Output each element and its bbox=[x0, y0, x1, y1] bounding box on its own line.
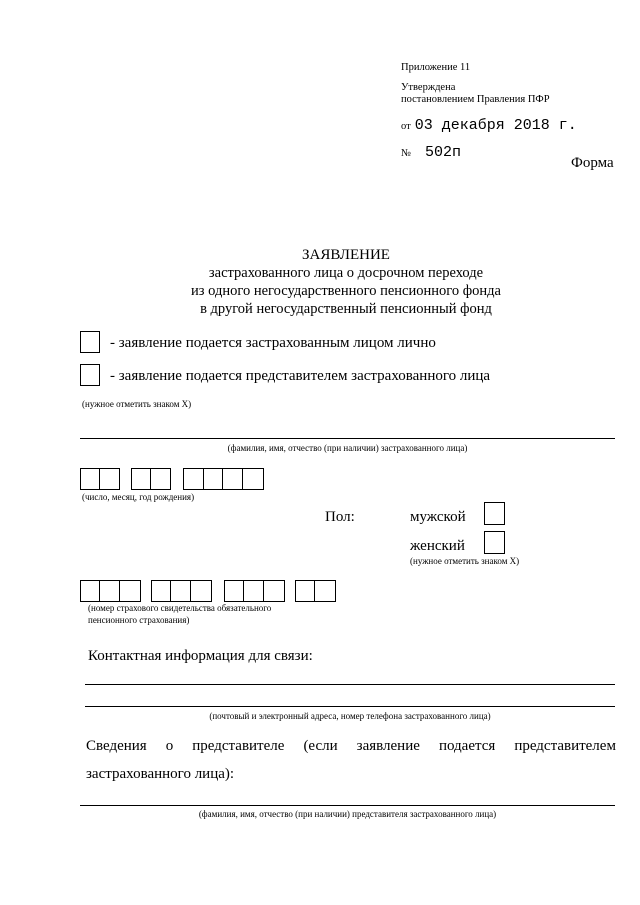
snils-group-4[interactable] bbox=[295, 580, 336, 602]
rep-word: заявление bbox=[356, 738, 420, 754]
fio-input-line[interactable] bbox=[80, 438, 615, 439]
representative-input-line[interactable] bbox=[80, 805, 615, 806]
representative-caption: (фамилия, имя, отчество (при наличии) представителя застрахованного лица) bbox=[198, 809, 497, 819]
title-line-1: застрахованного лица о досрочном переходе bbox=[208, 265, 484, 281]
contact-input-line-2[interactable] bbox=[85, 706, 615, 707]
snils-group-1[interactable] bbox=[80, 580, 141, 602]
rep-word: Сведения bbox=[86, 738, 147, 754]
resolution-label: постановлением Правления ПФР bbox=[401, 94, 550, 105]
gender-label: Пол: bbox=[325, 509, 355, 525]
representative-checkbox[interactable] bbox=[80, 364, 100, 386]
date-value: 03 декабря 2018 г. bbox=[414, 117, 577, 134]
birth-month-cells[interactable] bbox=[131, 468, 171, 490]
female-checkbox[interactable] bbox=[484, 531, 505, 554]
rep-word: подается bbox=[438, 738, 496, 754]
birth-caption: (число, месяц, год рождения) bbox=[82, 492, 195, 502]
date-line bbox=[401, 116, 577, 134]
rep-word: (если bbox=[303, 738, 338, 754]
rep-word: представителе bbox=[192, 738, 285, 754]
number-line bbox=[401, 143, 461, 161]
birth-year-cells[interactable] bbox=[183, 468, 264, 490]
form-label: Форма bbox=[571, 155, 614, 171]
rep-word: представителем bbox=[514, 738, 616, 754]
contact-input-line-1[interactable] bbox=[85, 684, 615, 685]
number-prefix: № bbox=[401, 148, 412, 159]
snils-caption-1: (номер страхового свидетельства обязательного bbox=[88, 603, 272, 613]
representative-line-2: застрахованного лица): bbox=[86, 766, 235, 782]
male-checkbox[interactable] bbox=[484, 502, 505, 525]
personal-checkbox[interactable] bbox=[80, 331, 100, 353]
options-note: (нужное отметить знаком Х) bbox=[82, 399, 192, 409]
title-line-3: в другой негосударственный пенсионный фонд bbox=[200, 301, 492, 317]
fio-caption: (фамилия, имя, отчество (при наличии) застрахованного лица) bbox=[227, 443, 468, 453]
snils-group-3[interactable] bbox=[224, 580, 285, 602]
appendix-label: Приложение 11 bbox=[401, 62, 471, 73]
page-title: ЗАЯВЛЕНИЕ bbox=[302, 247, 390, 263]
contact-caption: (почтовый и электронный адреса, номер телефона застрахованного лица) bbox=[209, 711, 491, 721]
rep-word: о bbox=[165, 738, 174, 754]
birth-day-cells[interactable] bbox=[80, 468, 120, 490]
representative-option-label: - заявление подается представителем застрахованного лица bbox=[110, 368, 491, 384]
contact-label: Контактная информация для связи: bbox=[88, 648, 313, 664]
male-label: мужской bbox=[410, 509, 466, 525]
title-line-2: из одного негосударственного пенсионного фонда bbox=[191, 283, 501, 299]
number-value: 502п bbox=[425, 144, 462, 161]
gender-note: (нужное отметить знаком Х) bbox=[410, 556, 520, 566]
snils-group-2[interactable] bbox=[151, 580, 212, 602]
female-label: женский bbox=[410, 538, 465, 554]
approved-label: Утверждена bbox=[401, 82, 456, 93]
date-prefix: от bbox=[401, 121, 411, 132]
snils-caption-2: пенсионного страхования) bbox=[88, 615, 190, 625]
representative-line-1 bbox=[86, 738, 616, 755]
personal-option-label: - заявление подается застрахованным лицом лично bbox=[110, 335, 436, 351]
